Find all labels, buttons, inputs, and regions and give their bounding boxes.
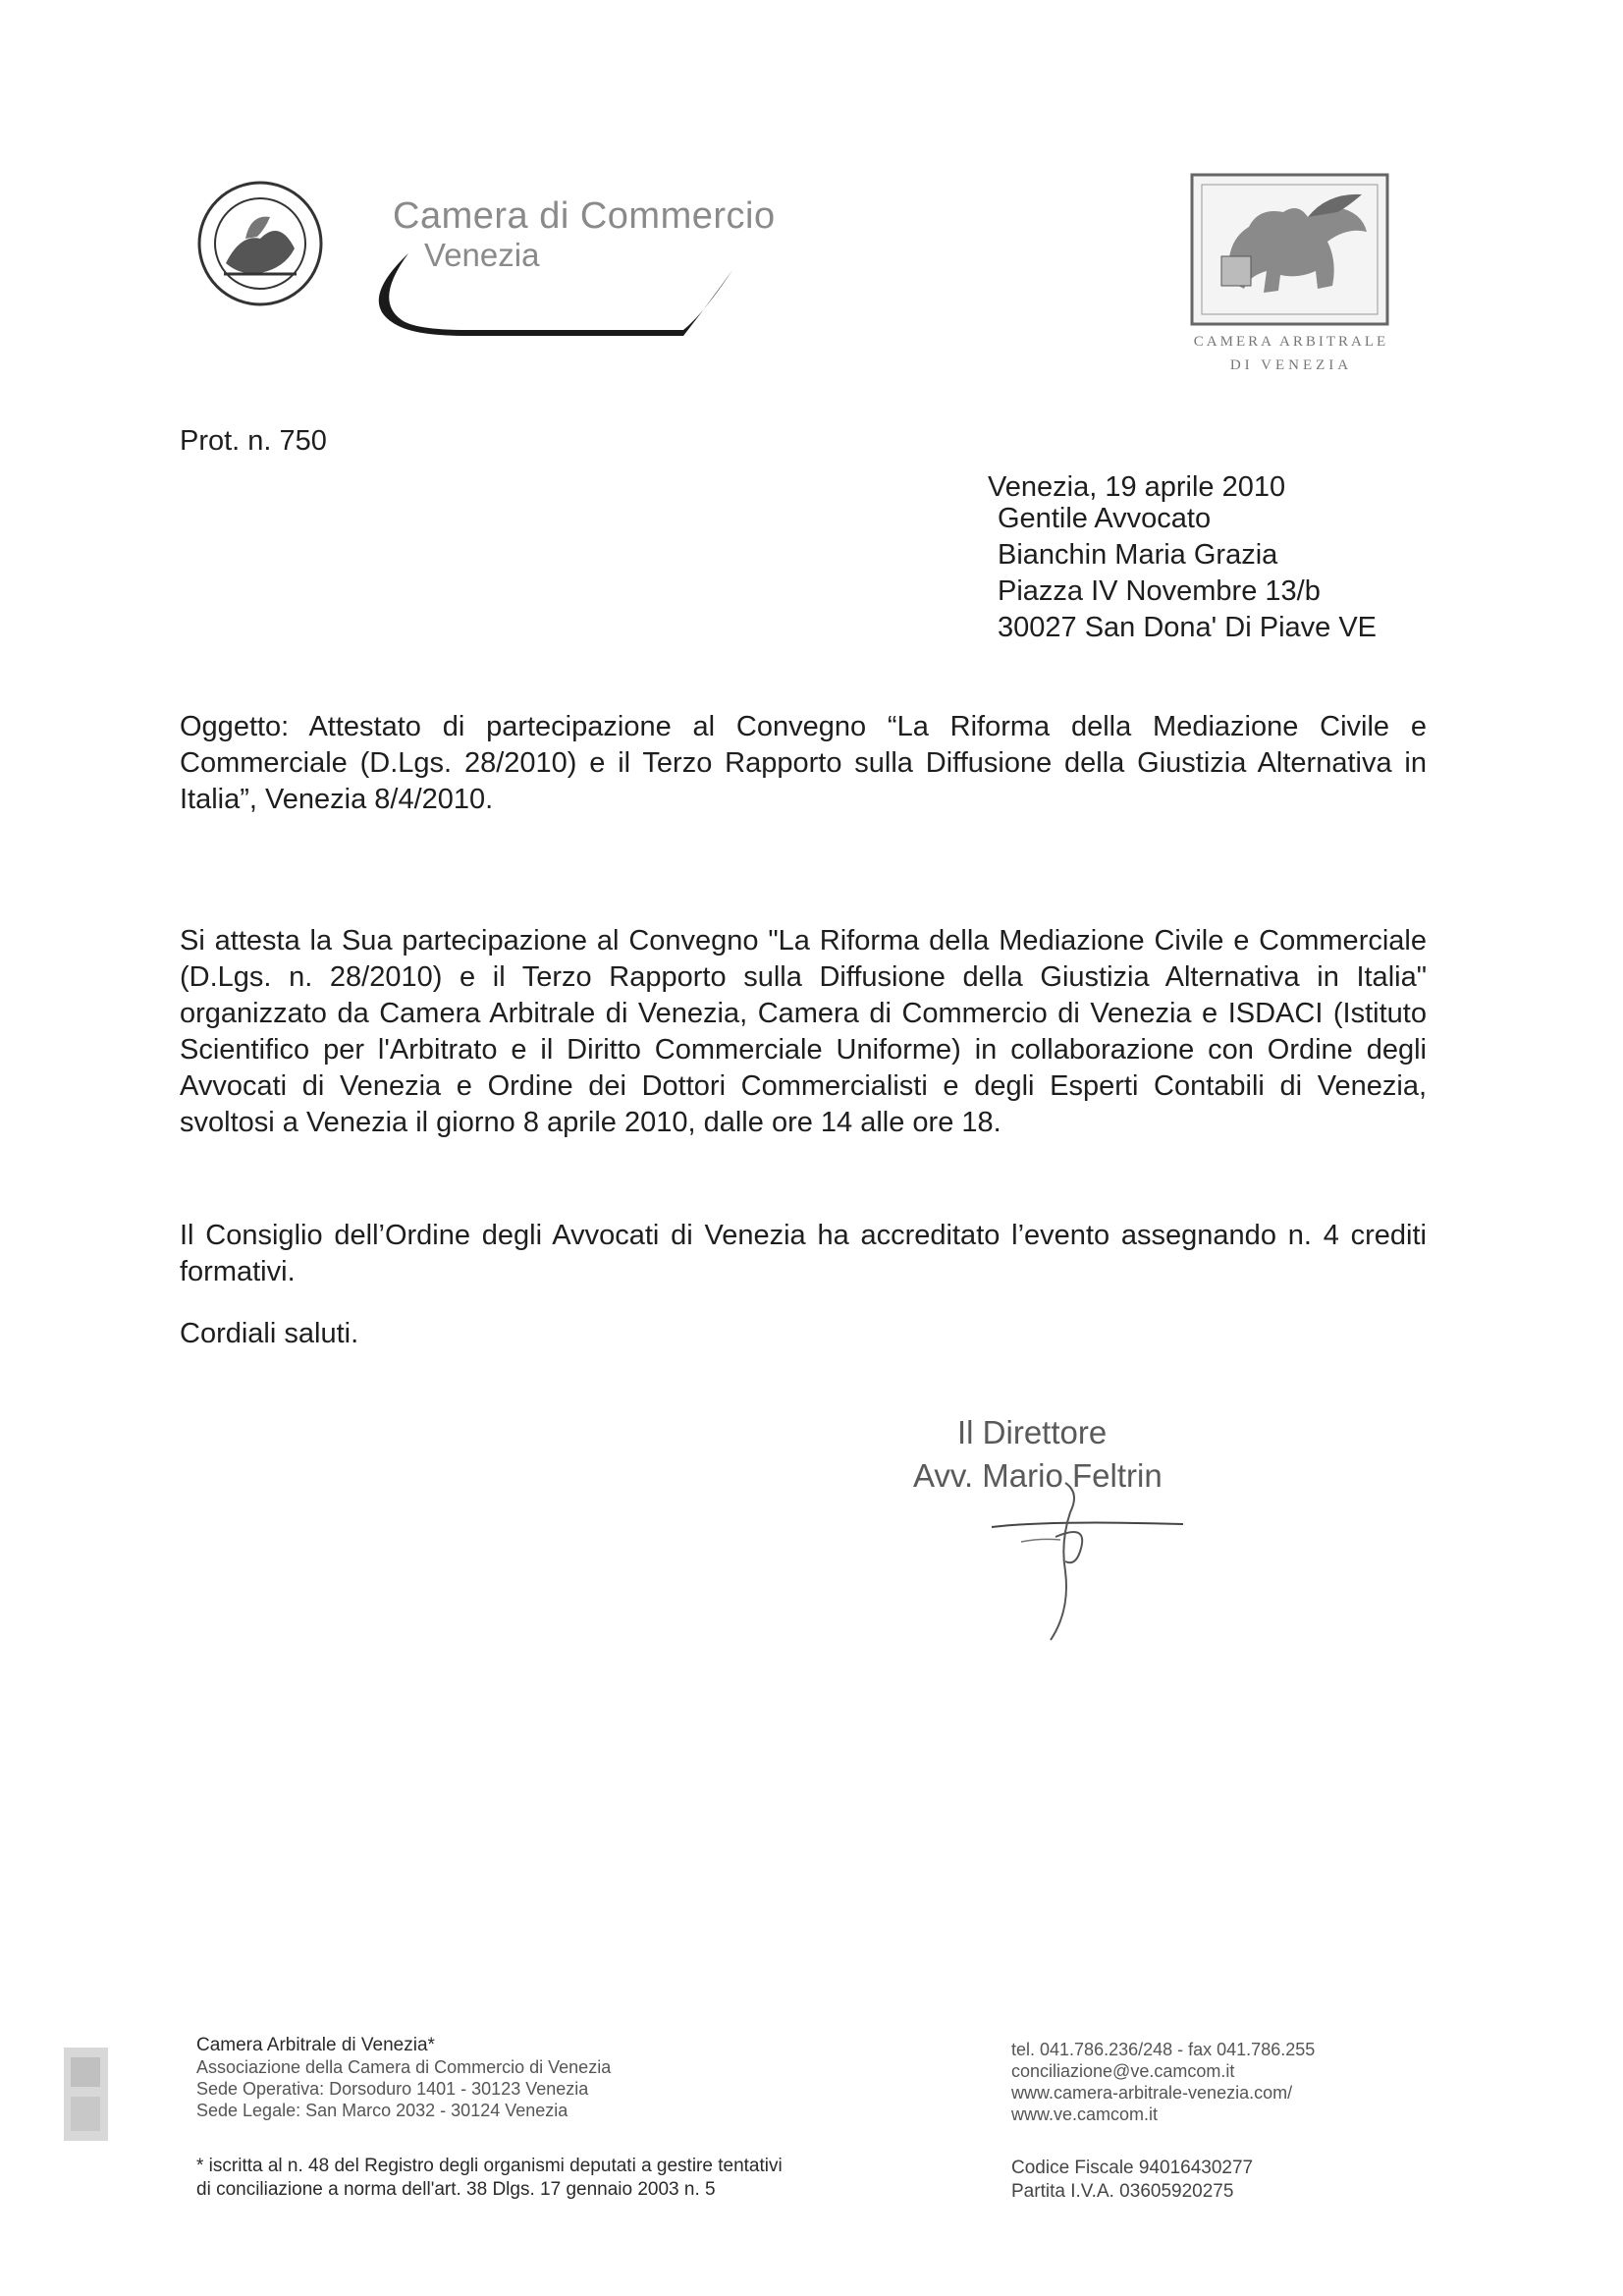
closing-greeting: Cordiali saluti. xyxy=(180,1318,359,1349)
signatory-name: Avv. Mario Feltrin xyxy=(913,1457,1163,1494)
recipient-salutation: Gentile Avvocato xyxy=(998,503,1212,534)
lion-seal-logo xyxy=(196,180,324,307)
footer-registry-note xyxy=(196,2155,783,2202)
footer-registered-office: Sede Legale: San Marco 2032 - 30124 Venezia xyxy=(196,2101,568,2120)
footer-email: conciliazione@ve.camcom.it xyxy=(1011,2061,1235,2081)
footer-website-2: www.ve.camcom.it xyxy=(1011,2105,1159,2124)
arbitral-chamber-city: DI VENEZIA xyxy=(1229,357,1353,373)
footer-note-line-2: di conciliazione a norma dell'art. 38 Dlgs. 17 gennaio 2003 n. 5 xyxy=(196,2179,716,2200)
footer-website-1: www.camera-arbitrale-venezia.com/ xyxy=(1011,2083,1293,2103)
footer-lion-mark xyxy=(59,2043,113,2160)
footer-tax-info xyxy=(1011,2157,1253,2204)
body-paragraph-2: Il Consiglio dell’Ordine degli Avvocati di Venezia ha accreditato l’evento assegnando n. 4 crediti formativi. xyxy=(180,1220,1427,1287)
body-paragraph-1: Si attesta la Sua partecipazione al Convegno "La Riforma della Mediazione Civile e Commerciale (D.Lgs. n. 28/2010) e il Terzo Rapporto sulla Diffusione della Giustizia Alternativa in Italia" organizzato da Camera Arbitrale di Venezia, Camera di Commercio di Venezia e ISDACI (Istituto Scientifico per l'Arbitrato e il Diritto Commerciale Uniforme) in collaborazione con Ordine degli Avvocati di Venezia e Ordine dei Dottori Commercialisti e degli Esperti Contabili di Venezia, svoltosi a Venezia il giorno 8 aprile 2010, dalle ore 14 alle ore 18. xyxy=(180,925,1427,1138)
handwritten-signature xyxy=(972,1444,1198,1660)
recipient-street: Piazza IV Novembre 13/b xyxy=(998,575,1321,607)
letter-subject: Oggetto: Attestato di partecipazione al Convegno “La Riforma della Mediazione Civile e Commerciale (D.Lgs. 28/2010) e il Terzo Rapporto sulla Diffusione della Giustizia Alternativa in Italia”, Venezia 8/4/2010. xyxy=(180,711,1427,815)
org-city: Venezia xyxy=(424,237,540,273)
letter-date: Venezia, 19 aprile 2010 xyxy=(988,471,1286,503)
footer-org-name: Camera Arbitrale di Venezia* xyxy=(196,2035,435,2055)
footer-organization xyxy=(196,2035,611,2121)
arbitral-chamber-name: CAMERA ARBITRALE xyxy=(1193,334,1389,350)
footer-tax-code: Codice Fiscale 94016430277 xyxy=(1011,2158,1254,2178)
winged-lion-logo xyxy=(1190,173,1389,326)
protocol-number: Prot. n. 750 xyxy=(180,425,327,457)
footer-contacts xyxy=(1011,2039,1315,2125)
recipient-city: 30027 San Dona' Di Piave VE xyxy=(998,612,1378,643)
recipient-address xyxy=(998,501,1377,646)
recipient-name: Bianchin Maria Grazia xyxy=(998,539,1278,571)
footer-association: Associazione della Camera di Commercio di Venezia xyxy=(196,2057,612,2077)
logo-swoosh xyxy=(359,246,742,354)
org-name: Camera di Commercio xyxy=(393,195,776,237)
footer-vat: Partita I.V.A. 03605920275 xyxy=(1011,2181,1234,2202)
footer-operating-office: Sede Operativa: Dorsoduro 1401 - 30123 Venezia xyxy=(196,2079,589,2099)
footer-phone: tel. 041.786.236/248 - fax 041.786.255 xyxy=(1011,2040,1316,2059)
footer-note-line-1: * iscritta al n. 48 del Registro degli organismi deputati a gestire tentativi xyxy=(196,2156,783,2176)
signatory-role: Il Direttore xyxy=(957,1414,1108,1450)
